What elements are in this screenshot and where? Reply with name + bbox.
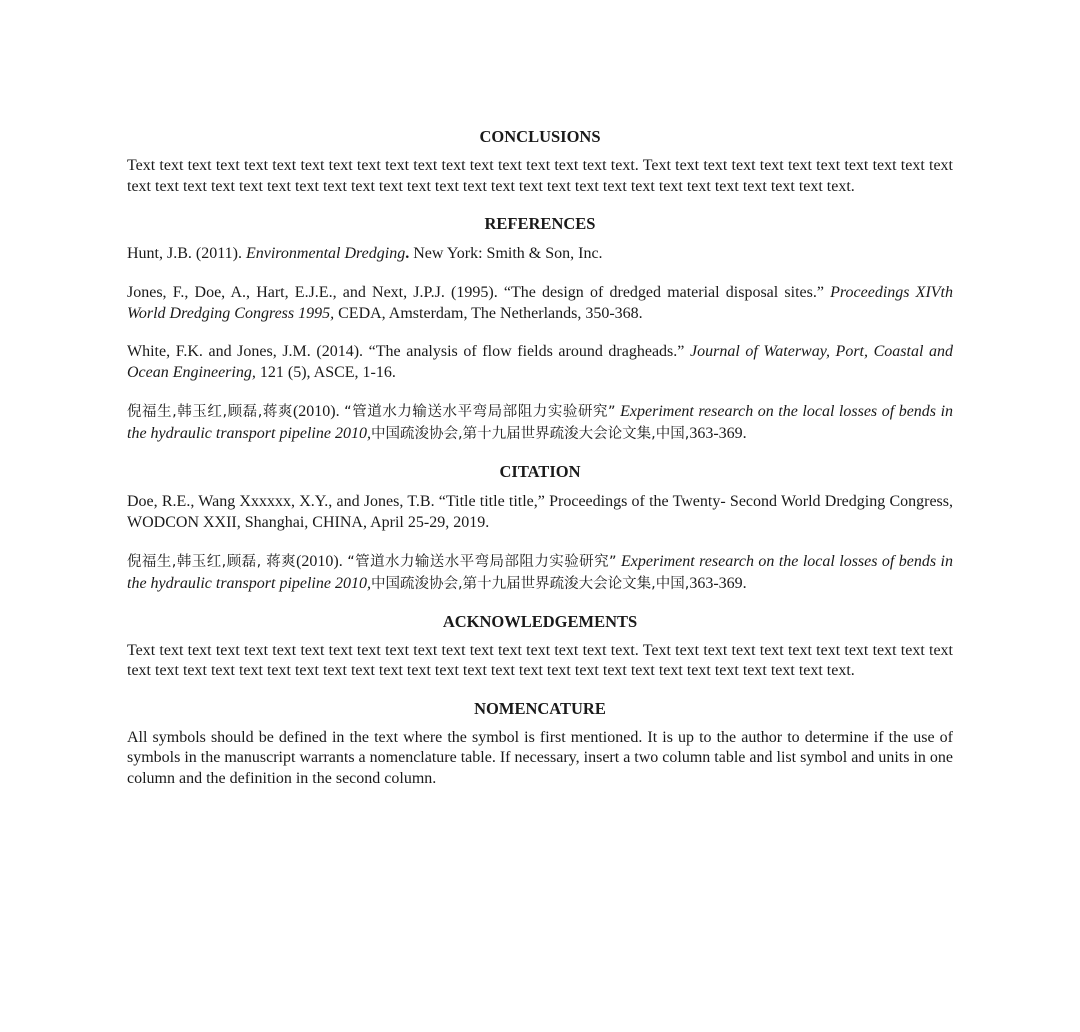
reference-pages: 363-369.: [689, 424, 747, 442]
citation-source-cjk: 中国疏浚协会,第十九届世界疏浚大会论文集,中国,: [370, 575, 690, 592]
citation-year: (2010).: [296, 552, 348, 570]
reference-item: [127, 243, 953, 265]
document-page: [127, 126, 953, 789]
reference-period: .: [405, 245, 410, 262]
reference-authors: White, F.K. and Jones, J.M. (2014). “The analysis of flow fields around dragheads.”: [127, 342, 690, 360]
citation-authors-cjk: 倪福生,韩玉红,顾磊, 蒋爽: [127, 553, 297, 570]
citation-item: Doe, R.E., Wang Xxxxxx, X.Y., and Jones, T.B. “Title title title,” Proceedings of the Twenty- Second World Dredging Congress, WODCON XXII, Shanghai, CHINA, April 25-29, 2019.: [127, 492, 953, 531]
reference-title: Environmental Dredging: [245, 245, 406, 262]
reference-authors: Hunt, J.B. (2011).: [127, 245, 246, 262]
conclusions-text: Text text text text text text text text text text text text text text text text text text. Text text text text text text text text text text text text text text text text text text text text text text text text text text text text text text text text text text text text text.: [127, 157, 953, 195]
citation-title-english: Experiment research on the local losses of bends in the hydraulic transport pipeline 2010,: [127, 552, 953, 592]
reference-details: CEDA, Amsterdam, The Netherlands, 350-368.: [334, 305, 643, 322]
reference-authors: Jones, F., Doe, A., Hart, E.J.E., and Next, J.P.J. (1995). “The design of dredged material disposal sites.”: [127, 283, 831, 301]
acknowledgements-heading: ACKNOWLEDGEMENTS: [442, 611, 638, 631]
reference-source: Journal of Waterway, Port, Coastal and Ocean Engineering,: [127, 342, 953, 381]
reference-year: (2010).: [292, 402, 345, 420]
reference-item: [127, 341, 953, 384]
reference-authors-cjk: 倪福生,韩玉红,顾磊,蒋爽: [127, 403, 293, 420]
reference-title-english: Experiment research on the local losses of bends in the hydraulic transport pipeline 2010,: [127, 402, 954, 442]
nomencature-heading: NOMENCATURE: [474, 698, 606, 718]
references-heading: REFERENCES: [484, 214, 596, 233]
citation-heading: CITATION: [499, 461, 581, 481]
citation-item: [127, 551, 953, 595]
nomencature-text: All symbols should be defined in the text where the symbol is first mentioned. It is up to the author to determine if the use of symbols in the manuscript warrants a nomenclature table. If necessary, insert a two column table and list symbol and units in one column and the definition in the second column.: [127, 728, 953, 787]
citation-pages: 363-369.: [689, 574, 747, 592]
acknowledgements-text: Text text text text text text text text text text text text text text text text text text. Text text text text text text text text text text text text text text text text text text text text text text text text text text text text text text text text text text text text text.: [127, 641, 953, 679]
reference-item: [127, 401, 953, 445]
reference-source-cjk: 中国疏浚协会,第十九届世界疏浚大会论文集,中国,: [370, 425, 690, 442]
reference-item: [127, 282, 953, 325]
conclusions-heading: CONCLUSIONS: [479, 127, 601, 146]
reference-publisher: New York: Smith & Son, Inc.: [409, 245, 603, 262]
reference-title-cjk: “管道水力输送水平弯局部阻力实验研究”: [344, 403, 616, 420]
citation-title-cjk: “管道水力输送水平弯局部阻力实验研究”: [347, 553, 617, 570]
reference-details: 121 (5), ASCE, 1-16.: [255, 364, 396, 381]
reference-source: Proceedings XIVth World Dredging Congress 1995,: [127, 283, 954, 322]
